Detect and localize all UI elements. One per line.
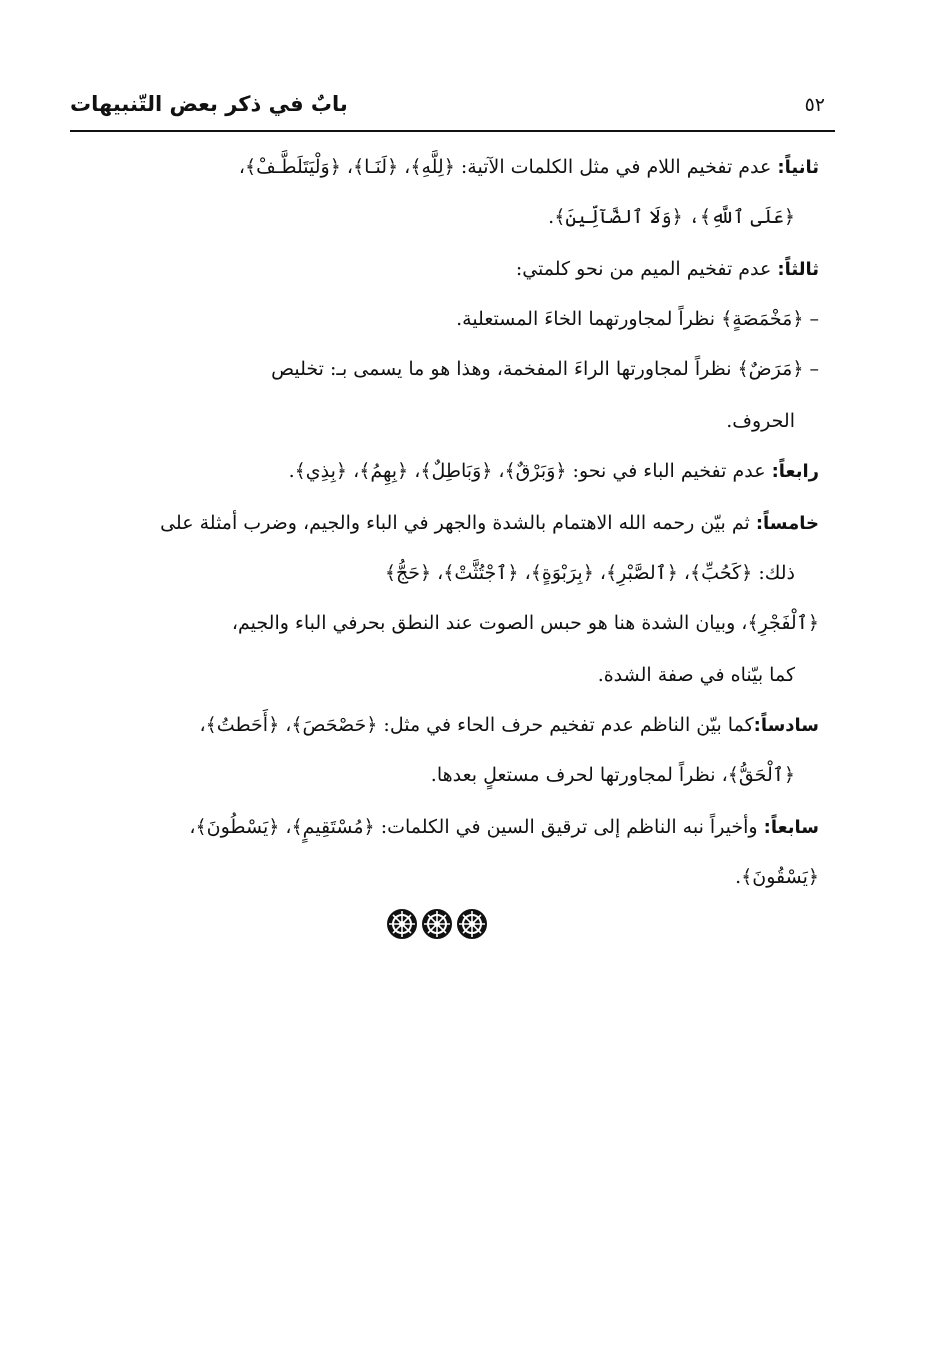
line-text: عدم تفخيم الميم من نحو كلمتي:: [515, 258, 778, 280]
paragraph-line: [72, 862, 819, 892]
line-text: عدم تفخيم الباء في نحو: ﴿وَبَرْقٌ﴾، ﴿وَبَاطِلٌ﴾، ﴿بِهِمُ﴾، ﴿بِذِي﴾.: [288, 460, 772, 482]
line-text: ثم بيّن رحمه الله الاهتمام بالشدة والجهر في الباء والجيم، وضرب أمثلة على: [160, 512, 756, 534]
line-text: كما بيّن الناظم عدم تفخيم حرف الحاء في مثل: ﴿حَصْحَصَ﴾، ﴿أَحَطتُ﴾،: [199, 714, 754, 736]
paragraph-line: [72, 406, 795, 436]
line-text: كما بيّناه في صفة الشدة.: [597, 664, 795, 686]
item-label: سادساً:: [753, 715, 819, 736]
line-text: وأخيراً نبه الناظم إلى ترقيق السين في الكلمات: ﴿مُسْتَقِيمٍ﴾، ﴿يَسْطُونَ﴾،: [189, 816, 764, 838]
paragraph-line: [72, 202, 795, 232]
three-rosettes-divider-icon: [382, 904, 492, 944]
paragraph-line: [72, 608, 819, 638]
paragraph-line: [72, 760, 795, 790]
item-label: ثالثاً:: [777, 259, 819, 280]
paragraph-line: [72, 508, 819, 539]
paragraph-line: [72, 710, 819, 741]
paragraph-line: [72, 660, 795, 690]
line-text: ﴿عَلَى ٱللَّهِ﴾، ﴿وَلَا ٱلضَّآلِّينَ﴾.: [548, 206, 795, 228]
paragraph-line: [72, 456, 819, 487]
line-text: ﴿ٱلْفَجْرِ﴾، وبيان الشدة هنا هو حبس الصوت عند النطق بحرفي الباء والجيم،: [231, 612, 819, 634]
line-text: ﴿ٱلْحَقُّ﴾، نظراً لمجاورتها لحرف مستعلٍ بعدها.: [430, 764, 795, 786]
paragraph-line: [72, 354, 819, 384]
line-text: الحروف.: [726, 410, 795, 432]
line-text: ذلك: ﴿كَحُبِّ﴾، ﴿ٱلصَّبْرِ﴾، ﴿بِرَبْوَةٍ﴾، ﴿ٱجْتُثَّتْ﴾، ﴿حَجُّ﴾: [384, 562, 795, 584]
chapter-title: بابٌ في ذكر بعض التّنبيهات: [70, 92, 348, 116]
paragraph-line: [72, 812, 819, 843]
line-text: ﴿يَسْقُونَ﴾.: [735, 866, 819, 888]
paragraph-line: [72, 304, 819, 334]
item-label: ثانياً:: [777, 157, 819, 178]
line-text: – ﴿مَخْمَصَةٍ﴾ نظراً لمجاورتهما الخاءَ المستعلية.: [456, 308, 819, 330]
item-label: رابعاً:: [771, 461, 819, 482]
page-number: ٥٢: [804, 94, 825, 116]
paragraph-line: [72, 254, 819, 285]
item-label: سابعاً:: [763, 817, 819, 838]
paragraph-line: [72, 558, 795, 588]
paragraph-line: [72, 152, 819, 183]
running-header: [70, 86, 835, 132]
item-label: خامساً:: [755, 513, 819, 534]
line-text: عدم تفخيم اللام في مثل الكلمات الآتية: ﴿لِلَّهِ﴾، ﴿لَنَـا﴾، ﴿وَلْيَتَلَطَّـفْ﴾،: [238, 156, 778, 178]
line-text: – ﴿مَرَضٌ﴾ نظراً لمجاورتها الراءَ المفخمة، وهذا هو ما يسمى بـ: تخليص: [271, 358, 819, 380]
